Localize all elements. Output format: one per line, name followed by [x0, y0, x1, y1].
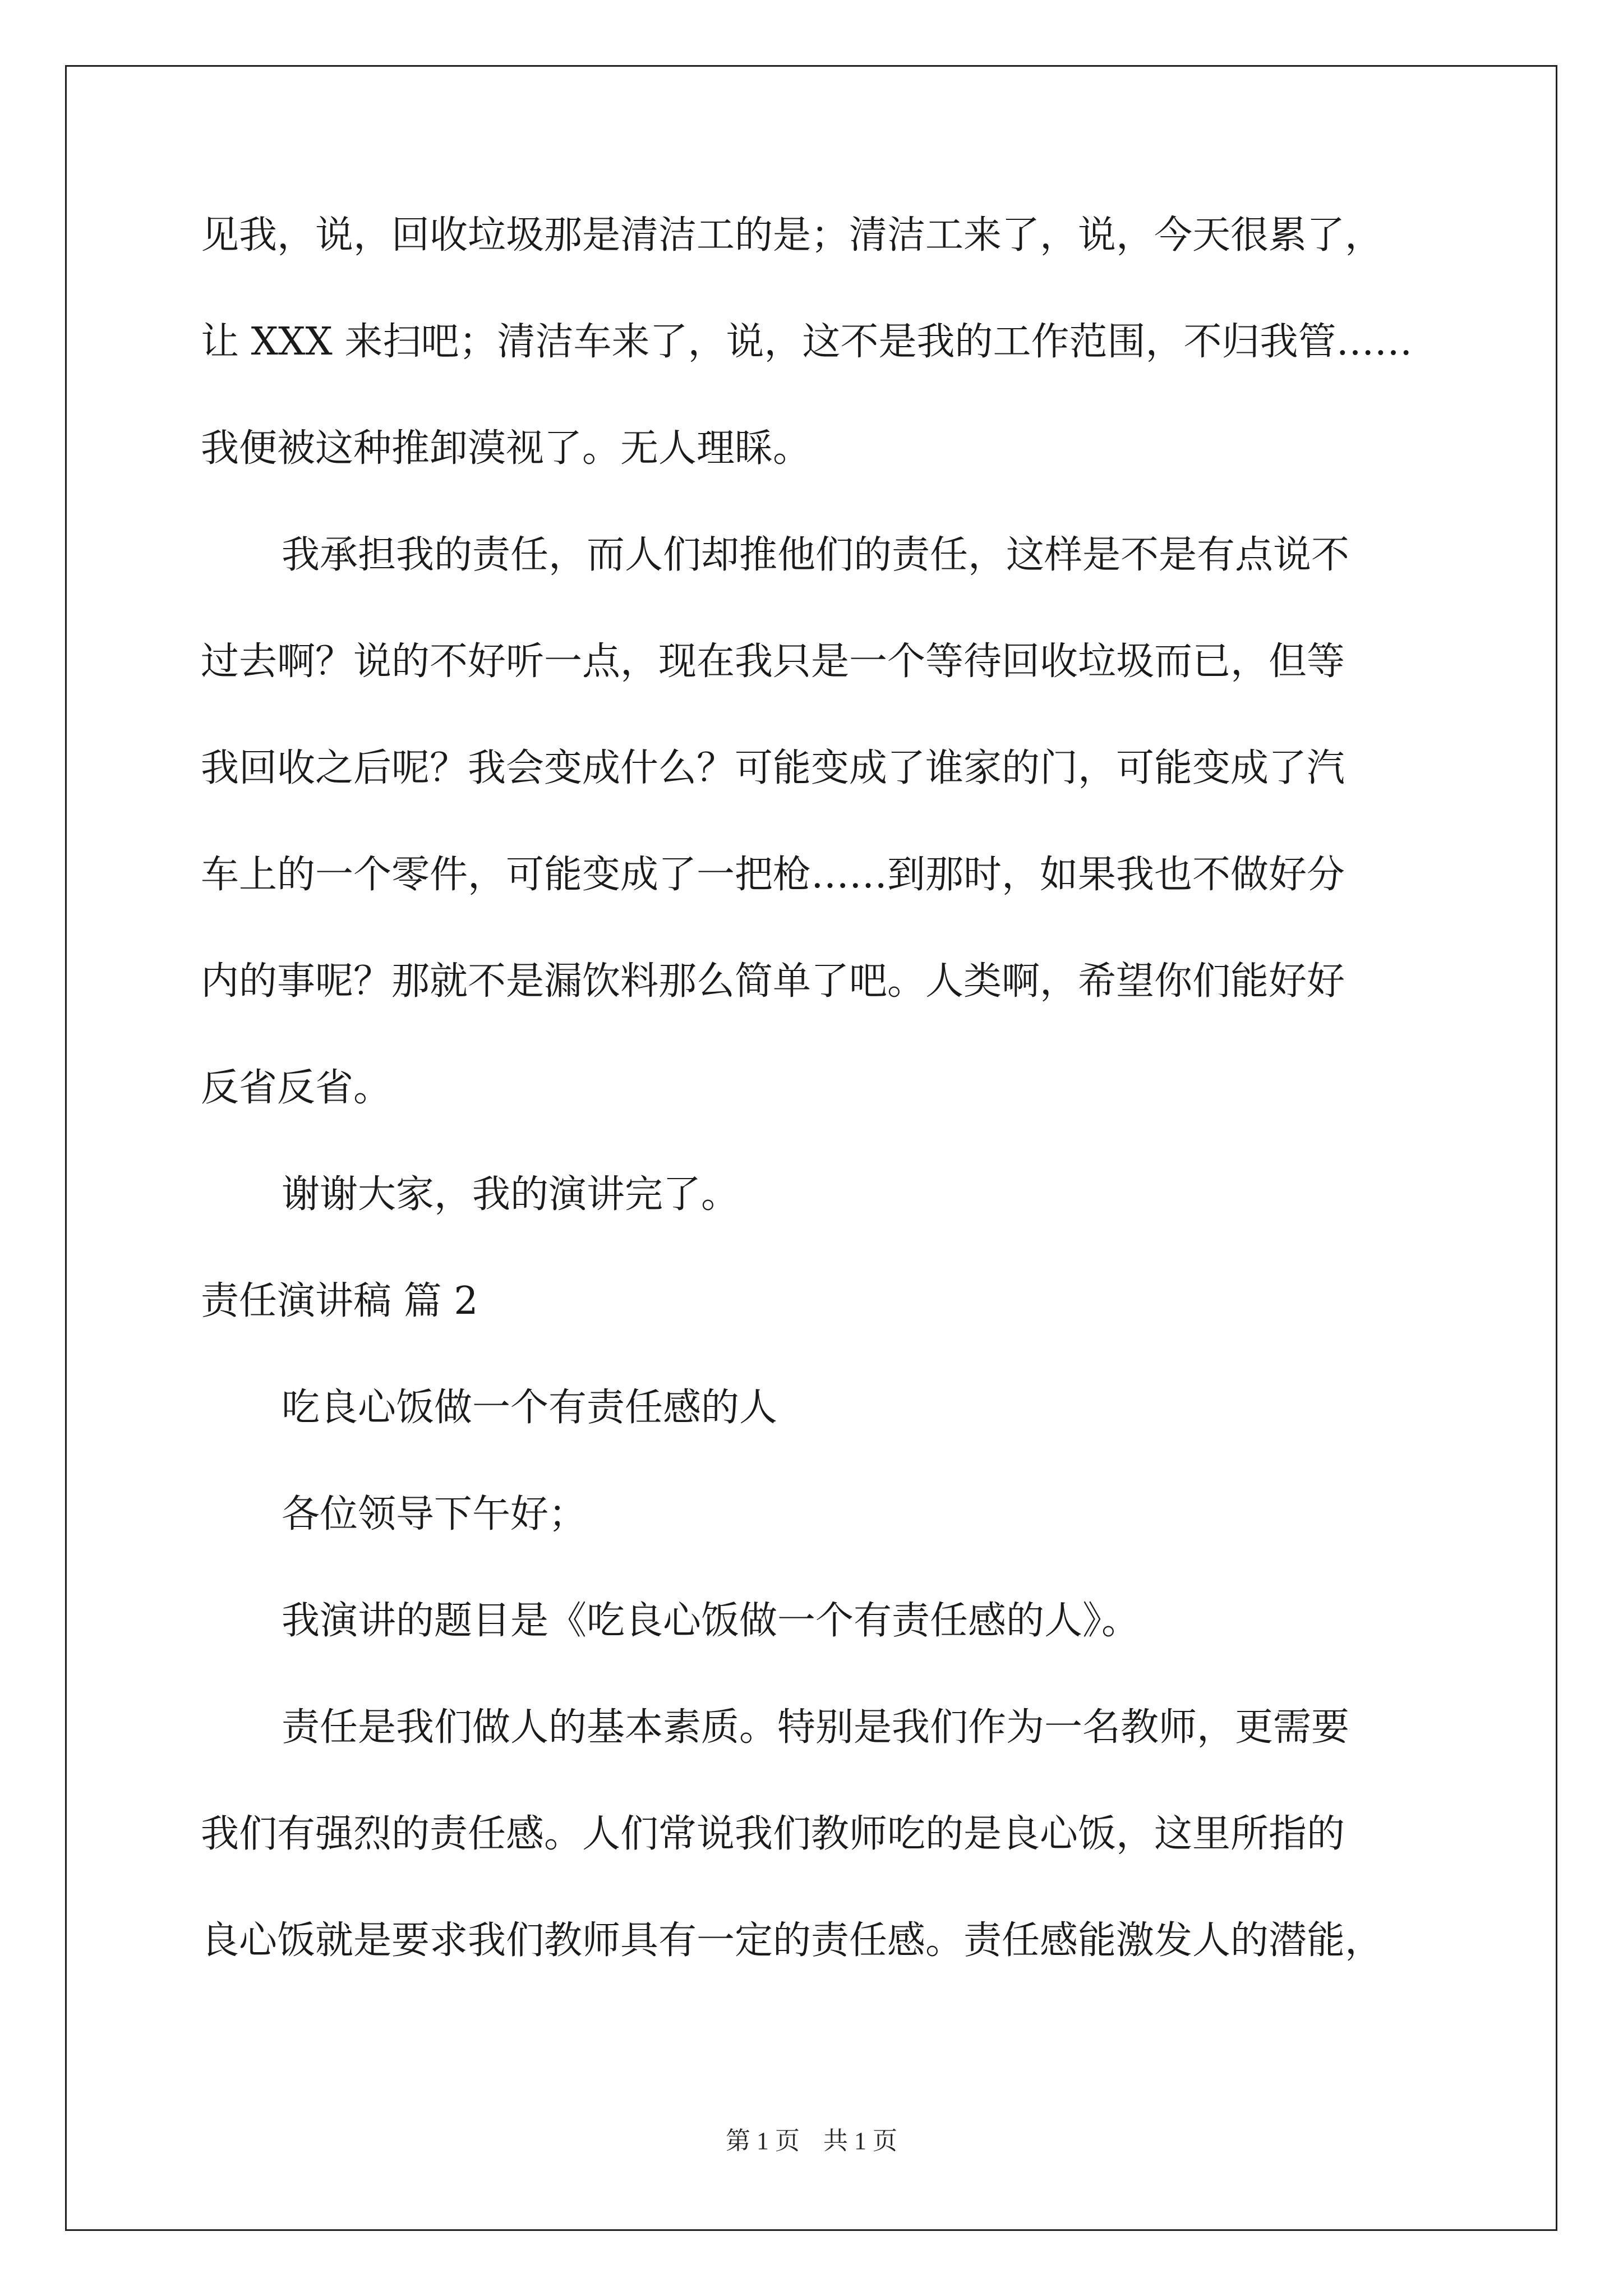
paragraph-line: 责任是我们做人的基本素质。特别是我们作为一名教师，更需要	[282, 1705, 1350, 1750]
paragraph-line: 让 XXX 来扫吧；清洁车来了，说，这不是我的工作范围，不归我管……	[201, 320, 1413, 364]
section-heading: 责任演讲稿 篇 2	[201, 1279, 478, 1323]
page-border	[65, 65, 1557, 2231]
paragraph-line: 我便被这种推卸漠视了。无人理睬。	[201, 426, 811, 471]
page-number: 第 1 页	[726, 2127, 800, 2155]
paragraph-line: 过去啊？说的不好听一点，现在我只是一个等待回收垃圾而已，但等	[201, 639, 1345, 684]
page-footer	[0, 2120, 1623, 2156]
paragraph-line: 谢谢大家，我的演讲完了。	[282, 1172, 740, 1217]
greeting-line: 各位领导下午好；	[282, 1492, 587, 1536]
paragraph-line: 车上的一个零件，可能变成了一把枪……到那时，如果我也不做好分	[201, 853, 1345, 897]
paragraph-line: 内的事呢？那就不是漏饮料那么简单了吧。人类啊，希望你们能好好	[201, 959, 1345, 1004]
paragraph-line: 良心饭就是要求我们教师具有一定的责任感。责任感能激发人的潜能，	[201, 1918, 1384, 1963]
paragraph-line: 见我，说，回收垃圾那是清洁工的是；清洁工来了，说，今天很累了，	[201, 213, 1384, 257]
paragraph-line: 我演讲的题目是《吃良心饭做一个有责任感的人》。	[282, 1599, 1140, 1643]
paragraph-line: 我们有强烈的责任感。人们常说我们教师吃的是良心饭，这里所指的	[201, 1812, 1345, 1856]
paragraph-line: 反省反省。	[201, 1066, 392, 1110]
paragraph-line: 我回收之后呢？我会变成什么？可能变成了谁家的门，可能变成了汽	[201, 746, 1345, 790]
speech-title: 吃良心饭做一个有责任感的人	[282, 1386, 778, 1430]
paragraph-line: 我承担我的责任，而人们却推他们的责任，这样是不是有点说不	[282, 533, 1350, 577]
page-total: 共 1 页	[823, 2127, 897, 2155]
